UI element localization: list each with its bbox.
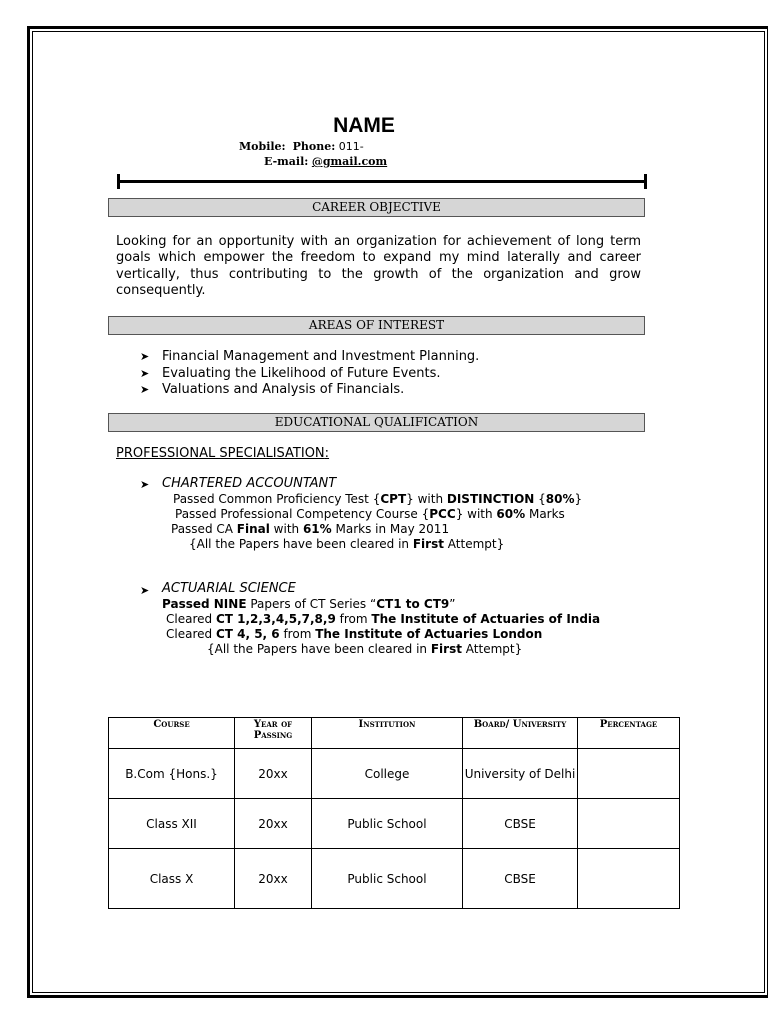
candidate-name: NAME — [333, 114, 395, 137]
phone-value: 011- — [338, 140, 364, 153]
arrow-bullet-icon: ➤ — [140, 584, 150, 597]
cell-board: CBSE — [463, 799, 578, 849]
arrow-bullet-icon: ➤ — [140, 366, 150, 380]
specialisation-heading: PROFESSIONAL SPECIALISATION: — [116, 446, 330, 461]
col-institution: Institution — [312, 718, 463, 749]
ca-title: CHARTERED ACCOUNTANT — [162, 476, 337, 491]
col-board: Board/ University — [463, 718, 578, 749]
list-item: ➤ Valuations and Analysis of Financials. — [140, 382, 405, 397]
actuarial-line-2: Cleared CT 1,2,3,4,5,7,8,9 from The Institute of Actuaries of India — [166, 612, 601, 626]
interest-list — [140, 349, 479, 399]
col-year: Year of Passing — [235, 718, 312, 749]
career-objective-heading: CAREER OBJECTIVE — [108, 198, 645, 217]
areas-of-interest-heading: AREAS OF INTEREST — [108, 316, 645, 335]
cell-year: 20xx — [235, 749, 312, 799]
col-course: Course — [109, 718, 235, 749]
cell-board: University of Delhi — [463, 749, 578, 799]
cell-institution: Public School — [312, 849, 463, 909]
cell-course: Class X — [109, 849, 235, 909]
cell-board: CBSE — [463, 849, 578, 909]
divider-cap-left — [117, 174, 120, 189]
cell-institution: Public School — [312, 799, 463, 849]
cell-institution: College — [312, 749, 463, 799]
cell-percentage — [578, 749, 680, 799]
actuarial-title: ACTUARIAL SCIENCE — [162, 581, 296, 596]
education-heading: EDUCATIONAL QUALIFICATION — [108, 413, 645, 432]
list-item: ➤ Financial Management and Investment Planning. — [140, 349, 480, 364]
header-divider — [118, 180, 646, 183]
table-header-row — [109, 718, 680, 749]
ca-line-2: Passed Professional Competency Course {PCC} with 60% Marks — [175, 507, 565, 521]
table-row — [109, 849, 680, 909]
actuarial-line-1: Passed NINE Papers of CT Series “CT1 to CT9” — [162, 597, 456, 611]
ca-line-1: Passed Common Proficiency Test {CPT} with DISTINCTION {80%} — [173, 492, 583, 506]
phone-label: Phone: — [292, 140, 336, 153]
email-link[interactable]: @gmail.com — [311, 155, 388, 168]
email-label: E-mail: — [264, 155, 309, 168]
list-item: ➤ Evaluating the Likelihood of Future Events. — [140, 365, 441, 381]
arrow-bullet-icon: ➤ — [140, 350, 150, 363]
table-row — [109, 799, 680, 849]
cell-percentage — [578, 799, 680, 849]
cell-course: Class XII — [109, 799, 235, 849]
education-table — [108, 717, 680, 909]
divider-cap-right — [644, 174, 647, 189]
arrow-bullet-icon: ➤ — [140, 478, 150, 491]
actuarial-line-4: {All the Papers have been cleared in First Attempt} — [207, 642, 523, 656]
phone-line — [239, 140, 364, 153]
ca-line-4: {All the Papers have been cleared in First Attempt} — [189, 537, 505, 551]
cell-year: 20xx — [235, 849, 312, 909]
col-percentage: Percentage — [578, 718, 680, 749]
ca-line-3: Passed CA Final with 61% Marks in May 2011 — [171, 522, 450, 536]
arrow-bullet-icon: ➤ — [140, 383, 150, 396]
email-line — [264, 155, 387, 168]
cell-year: 20xx — [235, 799, 312, 849]
career-objective-text: Looking for an opportunity with an organization for achievement of long term goals which empower the freedom to expand my mind laterally and career vertically, thus contributing to the growth of the organization and grow consequently. — [116, 234, 641, 298]
table-row — [109, 749, 680, 799]
actuarial-line-3: Cleared CT 4, 5, 6 from The Institute of Actuaries London — [166, 627, 543, 641]
cell-percentage — [578, 849, 680, 909]
mobile-label: Mobile: — [239, 140, 286, 153]
cell-course: B.Com {Hons.} — [109, 749, 235, 799]
